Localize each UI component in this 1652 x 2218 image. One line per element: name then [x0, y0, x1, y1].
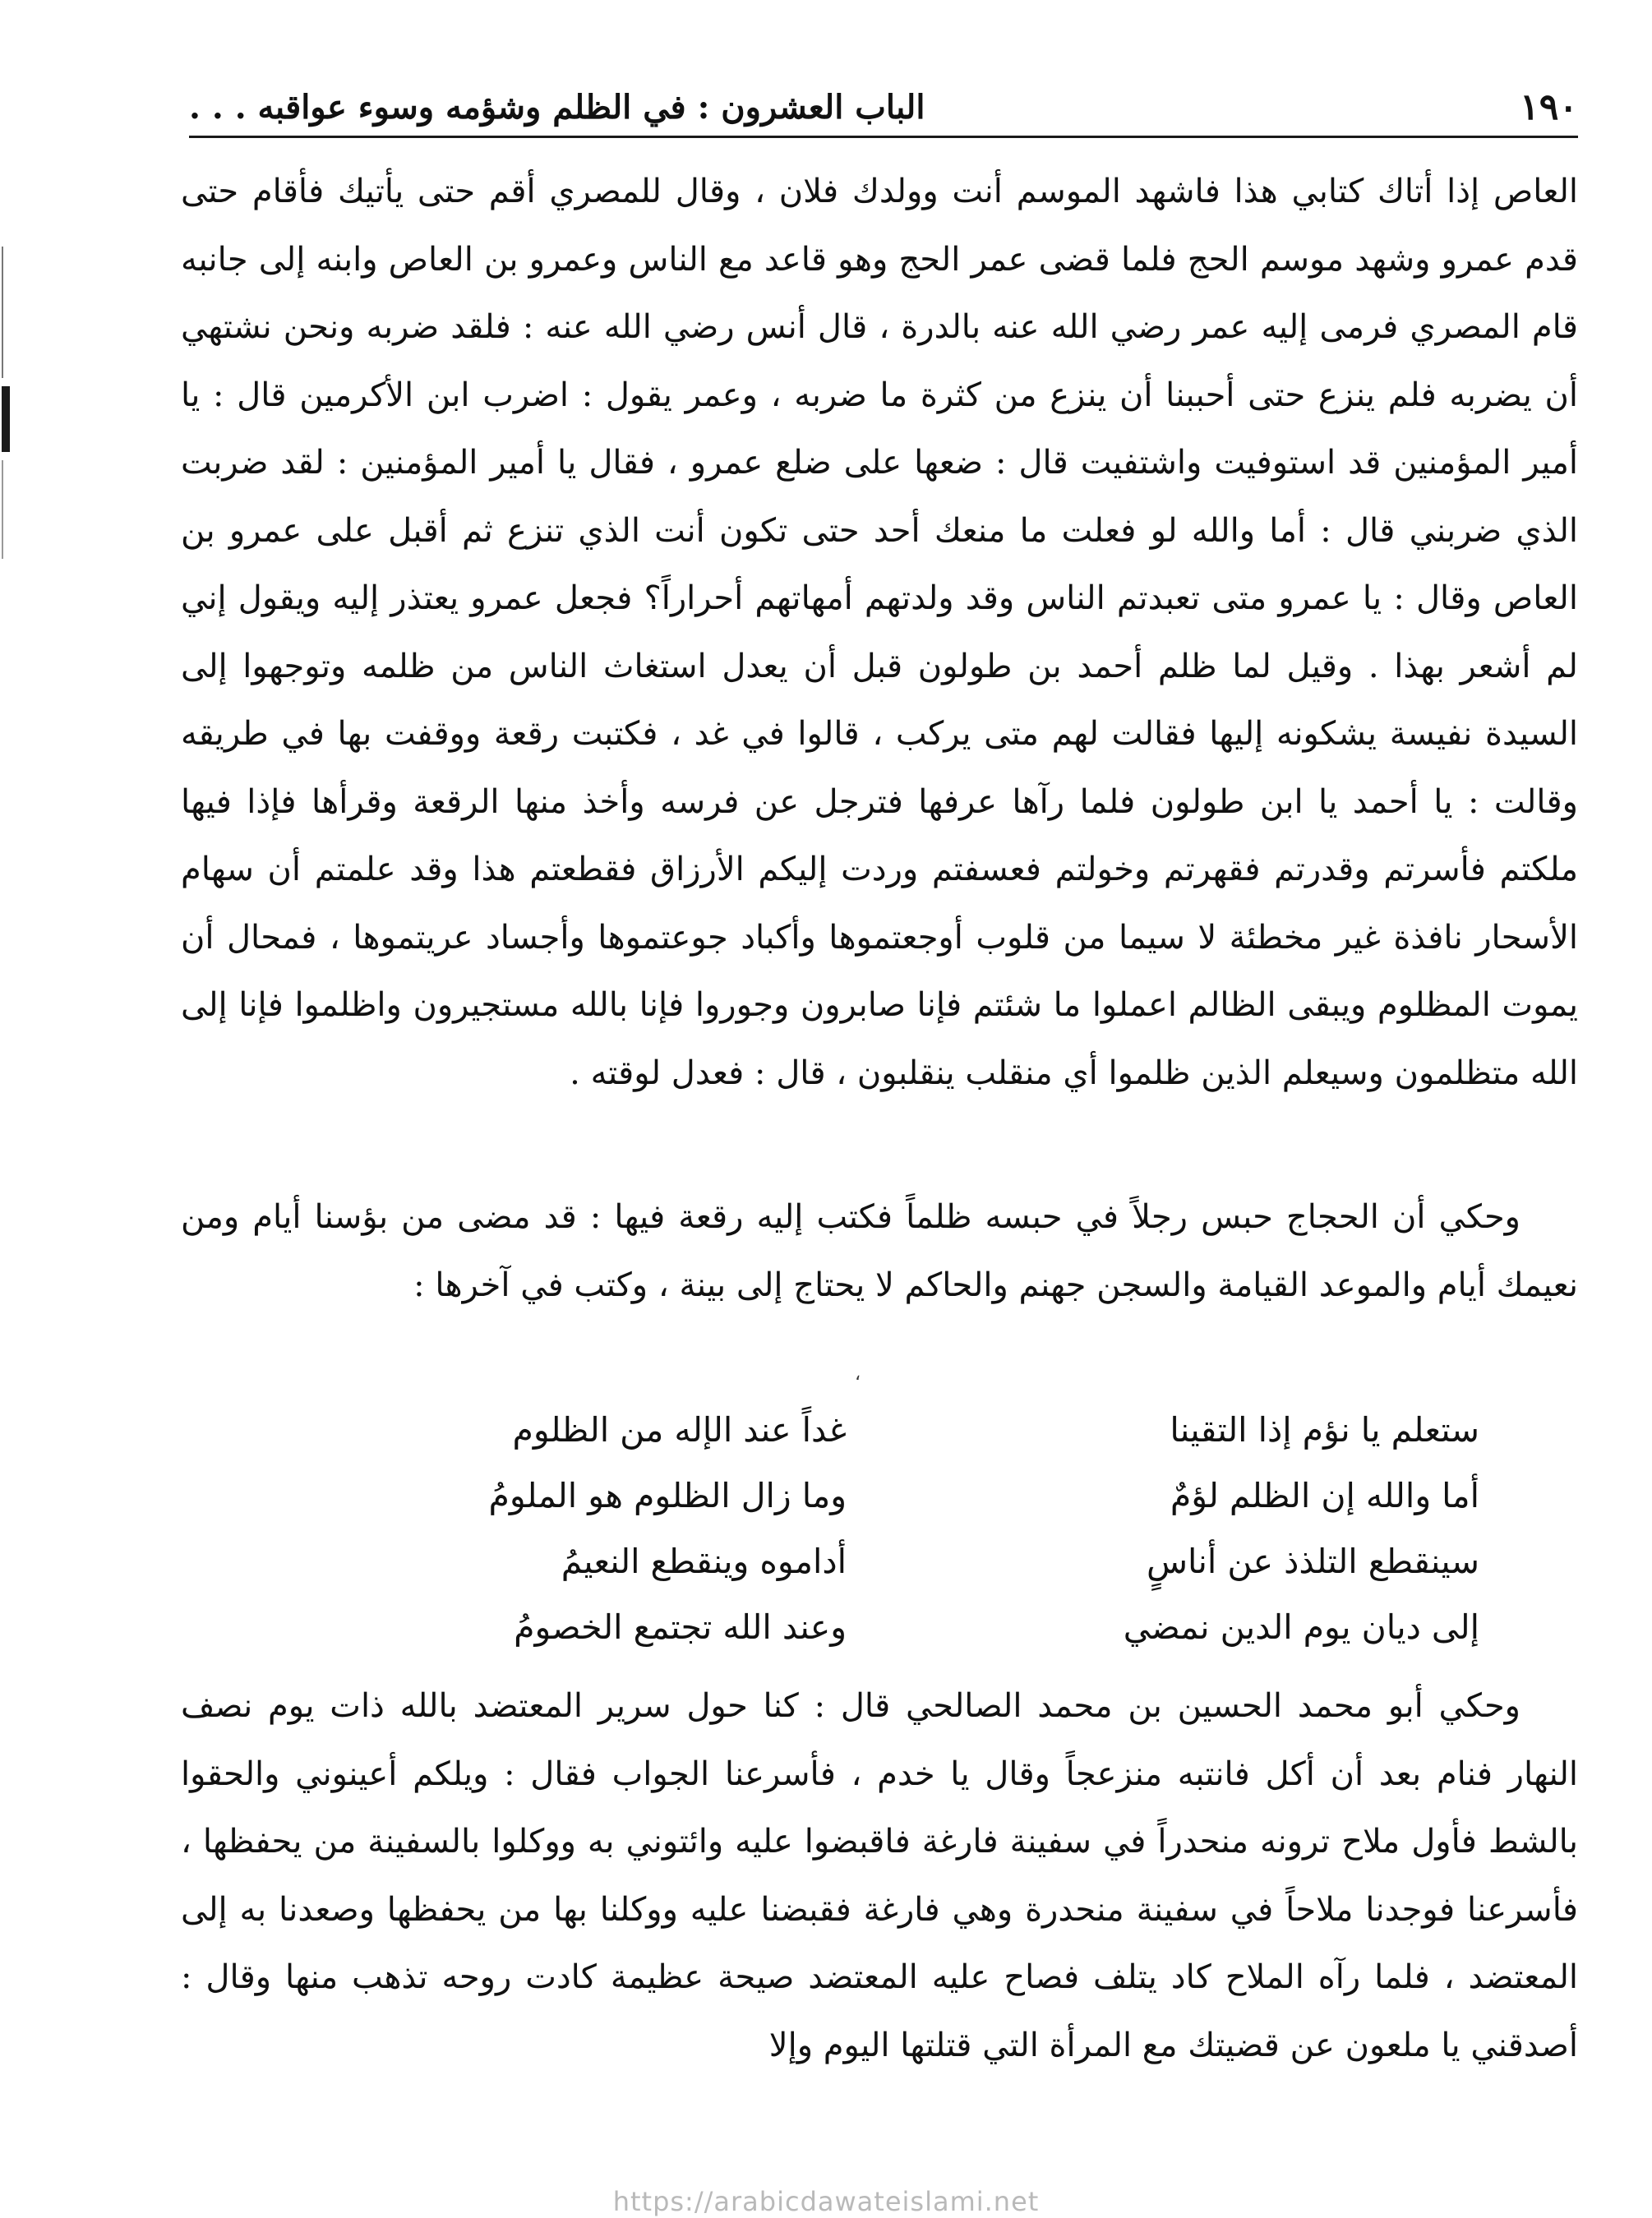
poem-first-hemistich: ستعلم يا نؤم إذا التقينا [1170, 1410, 1479, 1450]
scan-edge-artifact [2, 386, 10, 452]
scan-edge-artifact [2, 460, 3, 559]
paragraph-text: وحكي أن الحجاج حبس رجلاً في حبسه ظلماً فكتب إليه رقعة فيها : قد مضى من بؤسنا أيام ومن نعيمك أيام والموعد القيامة والسجن جهنم والحاكم لا يحتاج إلى بينة ، وكتب في آخرها : [181, 1198, 1578, 1304]
stray-mark: ، [855, 1364, 861, 1385]
paragraph-text: وحكي أبو محمد الحسين بن محمد الصالحي قال : كنا حول سرير المعتضد بالله ذات يوم نصف النهار فنام بعد أن أكل فانتبه منزعجاً وقال يا خدم ، فأسرعنا الجواب فقال : ويلكم أعينوني والحقوا بالشط فأول ملاح ترونه منحدراً في سفينة فارغة فاقبضوا عليه وائتوني به ووكلوا بالسفينة من يحفظها ، فأسرعنا فوجدنا ملاحاً في سفينة منحدرة وهي فارغة فقبضنا عليه ووكلنا بها من يحفظها وصعدنا به إلى المعتضد ، فلما رآه الملاح كاد يتلف فصاح عليه المعتضد صيحة عظيمة كادت روحه تذهب منها وقال : أصدقني يا ملعون عن قضيتك مع المرأة التي قتلتها اليوم وإلا [181, 1687, 1579, 2064]
watermark-url[interactable]: https://arabicdawateislami.net [612, 2186, 1040, 2217]
poem-verse [288, 1397, 1479, 1463]
poem-verse [288, 1529, 1479, 1594]
chapter-title: الباب العشرون : في الظلم وشؤمه وسوء عواقبه . . . [189, 87, 925, 127]
poem-second-hemistich: غداً عند الإله من الظلوم [512, 1410, 847, 1450]
page-number: ١٩٠ [1520, 85, 1578, 128]
scan-edge-artifact [2, 247, 3, 378]
paragraph-text: العاص إذا أتاك كتابي هذا فاشهد الموسم أنت وولدك فلان ، وقال للمصري أقم حتى يأتيك فأقام حتى قدم عمرو وشهد موسم الحج فلما قضى عمر الحج وهو قاعد مع الناس وعمرو بن العاص وابنه إلى جانبه قام المصري فرمى إليه عمر رضي الله عنه بالدرة ، قال أنس رضي الله عنه : فلقد ضربه ونحن نشتهي أن يضربه فلم ينزع حتى أحببنا أن ينزع من كثرة ما ضربه ، وعمر يقول : اضرب ابن الأكرمين قال : يا أمير المؤمنين قد استوفيت واشتفيت قال : ضعها على ضلع عمرو ، فقال يا أمير المؤمنين : لقد ضربت الذي ضربني قال : أما والله لو فعلت ما منعك أحد حتى تكون أنت الذي تنزع ثم أقبل على عمرو بن العاص وقال : يا عمرو متى تعبدتم الناس وقد ولدتهم أمهاتهم أحراراً؟ فجعل عمرو يعتذر إليه ويقول إني لم أشعر بهذا . وقيل لما ظلم أحمد بن طولون قبل أن يعدل استغاث الناس من ظلمه وتوجهوا إلى السيدة نفيسة يشكونه إليها فقالت لهم متى يركب ، قالوا في غد ، فكتبت رقعة ووقفت بها في طريقه وقالت : يا أحمد يا ابن طولون فلما رآها عرفها فترجل عن فرسه وأخذ منها الرقعة وقرأها فإذا فيها ملكتم فأسرتم وقدرتم فقهرتم وخولتم فعسفتم وردت إليكم الأرزاق فقطعتم هذا وقد علمتم أن سهام الأسحار نافذة غير مخطئة لا سيما من قلوب أوجعتموها وأكباد جوعتموها وأجساد عريتموها ، فمحال أن يموت المظلوم ويبقى الظالم اعملوا ما شئتم فإنا صابرون وجوروا فإنا بالله مستجيرون واظلموا فإنا إلى الله متظلمون وسيعلم الذين ظلموا أي منقلب ينقلبون ، قال : فعدل لوقته . [181, 173, 1578, 1092]
paragraph-mutadid [181, 1672, 1578, 2079]
poem-first-hemistich: أما والله إن الظلم لؤمٌ [1170, 1476, 1479, 1515]
poem-verse [288, 1594, 1479, 1660]
running-header [189, 78, 1578, 138]
poem-second-hemistich: أداموه وينقطع النعيمُ [561, 1542, 847, 1581]
poem-verse [288, 1463, 1479, 1529]
poem [288, 1397, 1479, 1660]
poem-second-hemistich: وعند الله تجتمع الخصومُ [514, 1607, 847, 1647]
poem-first-hemistich: إلى ديان يوم الدين نمضي [1123, 1607, 1479, 1647]
paragraph-hajjaj [181, 1183, 1578, 1319]
paragraph-continuation [181, 158, 1578, 1107]
poem-first-hemistich: سينقطع التلذذ عن أناسٍ [1146, 1542, 1479, 1581]
poem-second-hemistich: وما زال الظلوم هو الملومُ [488, 1476, 847, 1515]
